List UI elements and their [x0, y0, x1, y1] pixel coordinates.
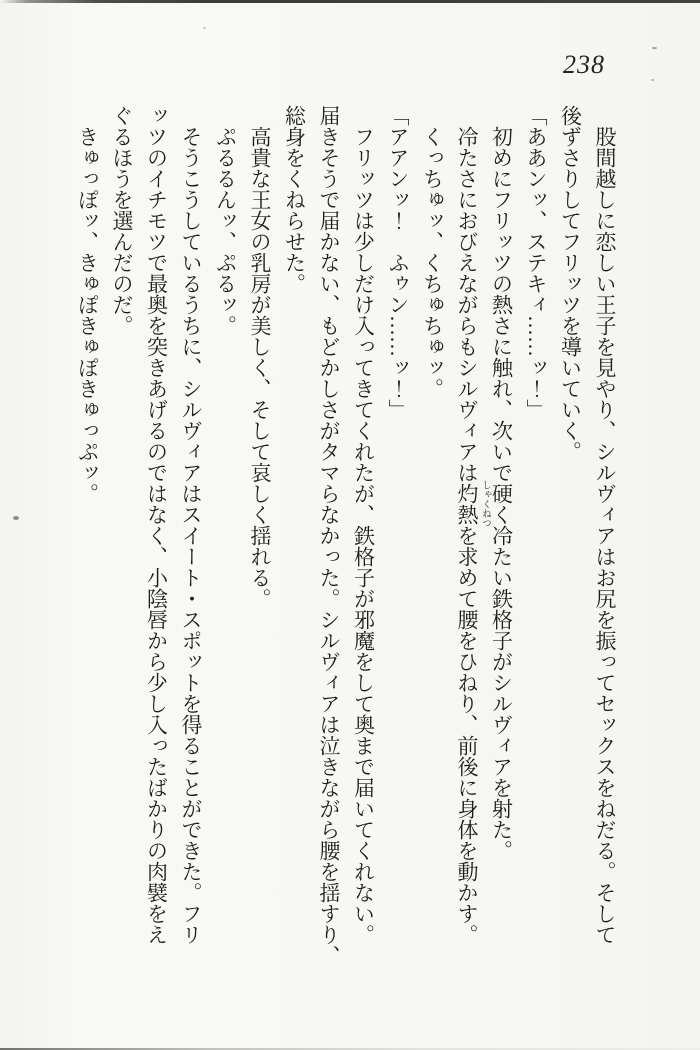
text-column: そうこうしているうちに、シルヴィアはスイート・スポットを得ることができた。フリ [179, 126, 203, 945]
scan-speck [13, 516, 19, 520]
text-column: きゅっぽッ、きゅぽきゅぽきゅっぷッ。 [75, 126, 100, 504]
scan-edge-top [0, 0, 700, 3]
scan-speck [652, 47, 657, 49]
text-column: 届きそうで届かない、もどかしさがタマらなかった。シルヴィアは泣きながら腰を揺すり、 [317, 105, 341, 966]
text-column: 初めにフリッツの熱さに触れ、次いで硬く冷たい鉄格子がシルヴィアを射た。 [489, 126, 514, 861]
text-column: ぐるほうを選んだのだ。 [110, 105, 134, 336]
text-column: くっちゅッ、くちゅちゅッ。 [420, 126, 445, 399]
text-column: 冷たさにおびえながらもシルヴィアは灼熱 しゃくねつ を求めて腰をひねり、前後に身体を動かす。 [455, 126, 490, 945]
text-column: 「ああンッ、ステキィ……ッ！」 [524, 105, 548, 420]
text-column: 後ずさりしてフリッツを導いていく。 [558, 105, 583, 462]
text-column: フリッツは少しだけ入ってきてくれたが、鉄格子が邪魔をして奥まで届いてくれない。 [351, 126, 376, 945]
body-text [70, 105, 622, 966]
scan-speck [651, 79, 654, 81]
text-column: 高貴な王女の乳房が美しく、そして哀しく揺れる。 [248, 126, 272, 609]
furigana: しゃくねつ [479, 480, 490, 528]
text-column: 股間越しに恋しい王子を見やり、シルヴィアはお尻を振ってセックスをねだる。そして [593, 126, 617, 945]
scan-speck [203, 27, 206, 29]
ruby-annotated-word: 灼熱 しゃくねつ [455, 480, 490, 528]
text-column: ぷるるんッ、ぷるッ。 [213, 126, 238, 336]
page-number: 238 [563, 50, 605, 79]
text-column: ッツのイチモツで最奥を突きあげるのではなく、小陰唇から少し入ったばかりの肉襞をえ [144, 105, 169, 945]
text-column: 「アアンッ！ ふゥン……ッ！」 [386, 105, 410, 420]
text-column: 総身をくねらせた。 [282, 105, 307, 294]
